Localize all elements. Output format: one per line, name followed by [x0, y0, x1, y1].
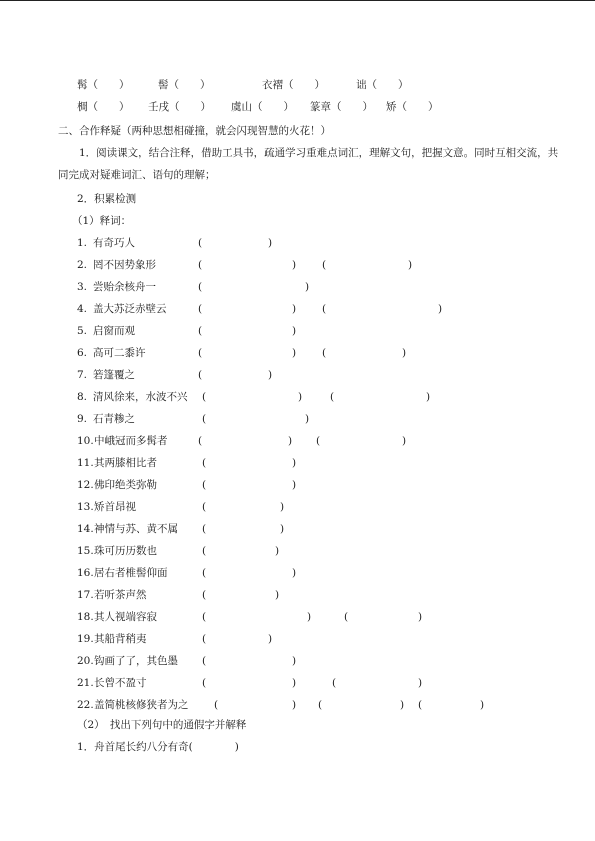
- item-number: 9.: [77, 413, 88, 425]
- section-heading: 二、合作释疑（两种思想相碰撞，就会闪现智慧的火花！）: [58, 125, 331, 137]
- item-number: 14.: [77, 523, 94, 535]
- item-phrase: 其两膝相比者: [94, 457, 157, 469]
- answer-blank-close: ): [307, 611, 312, 623]
- item-phrase: 矫首昂视: [94, 501, 136, 513]
- item-phrase: 启窗而观: [93, 325, 135, 337]
- answer-blank-close: ): [280, 501, 285, 513]
- answer-blank-close: ): [298, 391, 303, 403]
- answer-blank-open: (: [198, 435, 203, 447]
- answer-blank-open: (: [202, 633, 207, 645]
- item-number: 10.: [77, 435, 94, 447]
- pinyin-item: 髻（ ）: [158, 79, 211, 91]
- item-number: 3.: [77, 281, 88, 293]
- answer-blank-close: ): [438, 303, 443, 315]
- answer-blank-open: (: [202, 479, 207, 491]
- item-number: 13.: [77, 501, 94, 513]
- answer-blank-close: ): [292, 479, 297, 491]
- item-number: 1.: [77, 237, 88, 249]
- answer-blank-close: ): [280, 523, 285, 535]
- answer-blank-close: ): [268, 633, 273, 645]
- answer-blank-close: ): [292, 655, 297, 667]
- item-number: 19.: [77, 633, 94, 645]
- item-phrase: 罔不因势象形: [93, 259, 156, 271]
- answer-blank-open: (: [202, 611, 207, 623]
- item-number: 21.: [77, 677, 94, 689]
- item-number: 6.: [77, 347, 88, 359]
- answer-blank-close: ): [275, 589, 280, 601]
- answer-blank-close: ): [408, 259, 413, 271]
- answer-blank-close: ): [292, 347, 297, 359]
- item-phrase: 有奇巧人: [93, 237, 135, 249]
- instruction-accumulate: 2．积累检测: [77, 193, 137, 205]
- answer-blank-open: (: [332, 677, 337, 689]
- answer-blank-close: ): [292, 457, 297, 469]
- answer-blank-close: ): [292, 567, 297, 579]
- answer-blank-open: (: [198, 369, 203, 381]
- answer-blank-close: ): [418, 677, 423, 689]
- item-number: 12.: [77, 479, 94, 491]
- answer-blank-close: ): [292, 325, 297, 337]
- answer-blank-open: (: [202, 413, 207, 425]
- answer-blank-close: ): [305, 281, 310, 293]
- item-phrase: 盖简桃核修狭者为之: [94, 699, 189, 711]
- answer-blank-open: (: [330, 391, 335, 403]
- item-number: 17.: [77, 589, 94, 601]
- answer-blank-open: (: [418, 699, 423, 711]
- item-phrase: 盖大苏泛赤壁云: [93, 303, 167, 315]
- answer-blank-close: ): [292, 677, 297, 689]
- answer-blank-open: (: [202, 567, 207, 579]
- item-number: 8.: [77, 391, 88, 403]
- answer-blank-close: ): [292, 303, 297, 315]
- item-phrase: 中峨冠而多髯者: [94, 435, 168, 447]
- answer-blank-open: (: [198, 347, 203, 359]
- answer-blank-open: (: [322, 303, 327, 315]
- answer-blank-open: (: [198, 303, 203, 315]
- item-number: 5.: [77, 325, 88, 337]
- instruction-paragraph: 1．阅读课文，结合注释，借助工具书，疏通学习重难点词汇，理解文句，把握文意。同时互相交流，共同完成对疑难词汇、语句的理解；: [58, 147, 559, 181]
- answer-blank-close: ): [426, 391, 431, 403]
- pinyin-item: 椆（ ）: [77, 101, 130, 113]
- item-phrase: 箬篷覆之: [93, 369, 135, 381]
- item-phrase: 其人视端容寂: [94, 611, 157, 623]
- item-number: 11.: [77, 457, 94, 469]
- answer-blank-close: ): [292, 259, 297, 271]
- pinyin-item: 虞山（ ）: [231, 101, 294, 113]
- answer-blank-open: (: [322, 347, 327, 359]
- answer-blank-open: (: [214, 699, 219, 711]
- item-number: 22.: [77, 699, 94, 711]
- answer-blank-close: ): [402, 435, 407, 447]
- answer-blank-open: (: [202, 655, 207, 667]
- answer-blank-open: (: [198, 281, 203, 293]
- answer-blank-close: ): [480, 699, 485, 711]
- item-phrase: 清风徐来，水波不兴: [93, 391, 188, 403]
- item-phrase: 佛印绝类弥勒: [94, 479, 157, 491]
- answer-blank-close: ): [275, 545, 280, 557]
- item-phrase: 石青糁之: [93, 413, 135, 425]
- item-number: 7.: [77, 369, 88, 381]
- answer-blank-close: ): [292, 699, 297, 711]
- tongjia-item: 1．舟首尾长约八分有奇( ): [77, 741, 239, 753]
- pinyin-item: 篆章（ ）: [310, 101, 373, 113]
- header-rule: [0, 0, 595, 1]
- answer-blank-open: (: [344, 611, 349, 623]
- answer-blank-close: ): [400, 699, 405, 711]
- answer-blank-open: (: [318, 699, 323, 711]
- item-phrase: 其船背稍夷: [94, 633, 147, 645]
- subsection-explain-words: （1）释词：: [72, 215, 132, 227]
- item-phrase: 若听茶声然: [94, 589, 147, 601]
- item-phrase: 珠可历历数也: [94, 545, 157, 557]
- pinyin-item: 壬戌（ ）: [148, 101, 211, 113]
- item-phrase: 尝贻余核舟一: [93, 281, 156, 293]
- item-phrase: 居右者椎髻仰面: [94, 567, 168, 579]
- answer-blank-open: (: [198, 325, 203, 337]
- item-number: 20.: [77, 655, 94, 667]
- answer-blank-open: (: [202, 391, 207, 403]
- answer-blank-close: ): [402, 347, 407, 359]
- item-phrase: 神情与苏、黄不属: [94, 523, 178, 535]
- answer-blank-open: (: [316, 435, 321, 447]
- pinyin-item: 矫（ ）: [386, 101, 439, 113]
- item-phrase: 高可二黍许: [93, 347, 146, 359]
- answer-blank-open: (: [202, 457, 207, 469]
- answer-blank-close: ): [288, 435, 293, 447]
- answer-blank-open: (: [322, 259, 327, 271]
- item-number: 15.: [77, 545, 94, 557]
- item-number: 16.: [77, 567, 94, 579]
- item-phrase: 长曾不盈寸: [94, 677, 147, 689]
- answer-blank-open: (: [202, 501, 207, 513]
- pinyin-item: 髯（ ）: [77, 79, 130, 91]
- answer-blank-open: (: [202, 523, 207, 535]
- answer-blank-open: (: [198, 237, 203, 249]
- answer-blank-open: (: [198, 259, 203, 271]
- answer-blank-open: (: [202, 589, 207, 601]
- pinyin-item: 诎（ ）: [356, 79, 409, 91]
- answer-blank-open: (: [202, 677, 207, 689]
- answer-blank-close: ): [268, 237, 273, 249]
- pinyin-item: 衣褶（ ）: [262, 79, 325, 91]
- answer-blank-close: ): [418, 611, 423, 623]
- item-number: 18.: [77, 611, 94, 623]
- item-phrase: 钩画了了，其色墨: [94, 655, 178, 667]
- answer-blank-open: (: [202, 545, 207, 557]
- subsection-tongjia: （2） 找出下列句中的通假字并解释: [77, 719, 247, 731]
- answer-blank-close: ): [305, 413, 310, 425]
- item-number: 4.: [77, 303, 88, 315]
- answer-blank-close: ): [268, 369, 273, 381]
- item-number: 2.: [77, 259, 88, 271]
